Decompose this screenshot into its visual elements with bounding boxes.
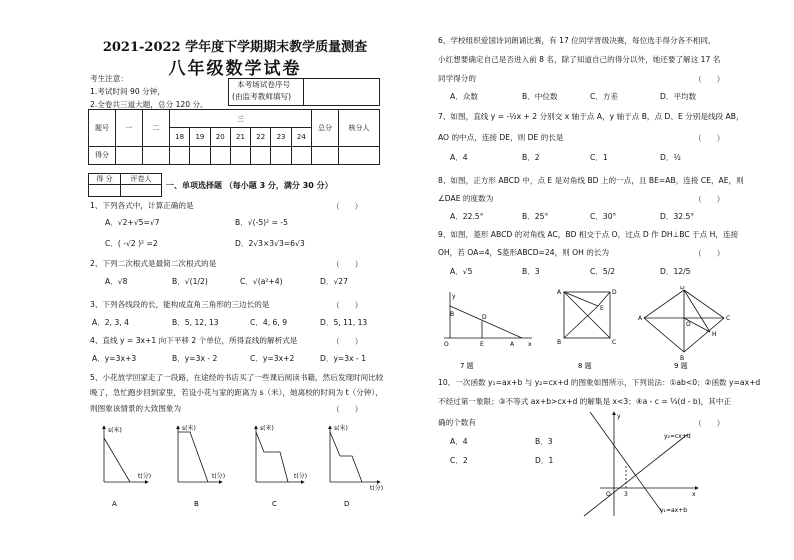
q10-graph xyxy=(580,408,710,520)
grader-name-label: 评卷人 xyxy=(121,174,162,185)
fig7-label-o: O xyxy=(444,341,449,348)
answer-blank[interactable]: （ ） xyxy=(694,134,725,143)
q6-line: 6、学校组织爱国诗词朗诵比赛，有 17 位同学晋级决赛，每位选手得分各不相同， xyxy=(438,36,716,45)
q10-option-c: C．2 xyxy=(450,456,468,465)
fig9-label-h: H xyxy=(712,331,717,338)
q10-axis-y: y xyxy=(617,413,621,420)
fig7-label-x: x xyxy=(528,341,532,348)
q7-option-a: A．4 xyxy=(450,153,468,162)
fig8-label-c: C xyxy=(612,339,617,346)
q5-line: 5、小花放学回家走了一段路，在途经的书店买了一些课后阅读书籍，然后发现时间比较 xyxy=(90,373,384,382)
answer-blank[interactable]: （ ） xyxy=(694,195,725,204)
fig9-caption: 9 题 xyxy=(674,362,688,370)
q2-option-a: A．√8 xyxy=(105,277,128,286)
score-cell[interactable] xyxy=(190,146,210,164)
q10-line: 10、一次函数 y₁=ax+b 与 y₂=cx+d 的图象如图所示，下列说法：①ab<0；②函数 y=ax+d xyxy=(438,378,761,387)
q6-option-b: B．中位数 xyxy=(522,92,558,101)
q10-option-b: B．3 xyxy=(535,437,553,446)
section-heading: 一、单项选择题 （每小题 3 分，满分 30 分） xyxy=(166,181,333,190)
score-col: 18 xyxy=(170,128,190,146)
q7-option-d: D．½ xyxy=(660,153,681,162)
q8-option-d: D．32.5° xyxy=(660,212,695,221)
score-header-label: 题号 xyxy=(89,110,116,147)
fig7-caption: 7 题 xyxy=(460,362,474,370)
q10-tick-3: 3 xyxy=(624,491,628,498)
notice-title: 考生注意： xyxy=(90,74,128,83)
grader-score-cell[interactable] xyxy=(89,185,121,197)
q7-option-b: B．2 xyxy=(522,153,540,162)
q5-option-b: B xyxy=(194,500,199,508)
fig7-label-b: B xyxy=(450,311,455,318)
score-table xyxy=(88,109,380,165)
seat-label-note: (由监考教师填写) xyxy=(232,92,292,101)
score-header-three: 三 xyxy=(170,110,312,128)
grader-score-label: 得 分 xyxy=(89,174,121,185)
q5-option-a: A xyxy=(112,500,117,508)
q6-option-c: C．方差 xyxy=(590,92,619,101)
figure-8 xyxy=(564,292,610,338)
score-row-label: 得分 xyxy=(89,146,116,164)
axis-label: s(米) xyxy=(182,425,196,432)
score-cell[interactable] xyxy=(230,146,250,164)
q7-line: 7、如图，直线 y = -½x + 2 分别交 x 轴于点 A，y 轴于点 B，点 D、E 分别是线段 AB， xyxy=(438,112,744,121)
fig8-label-e: E xyxy=(600,305,604,312)
q6-option-a: A．众数 xyxy=(450,92,478,101)
q1-option-a: A．√2+√5=√7 xyxy=(105,218,160,227)
q8-line: 8、如图，正方形 ABCD 中，点 E 是对角线 BD 上的一点，且 BE=AB，连接 CE，AE，则 xyxy=(438,176,744,185)
answer-blank[interactable]: （ ） xyxy=(694,75,725,84)
fig8-caption: 8 题 xyxy=(578,362,592,370)
q9-line: OH，若 OA=4，S菱形ABCD=24，则 OH 的长为 xyxy=(438,248,610,257)
score-cell[interactable] xyxy=(143,146,170,164)
q6-option-d: D．平均数 xyxy=(660,92,697,101)
q4-option-a: A．y=3x+3 xyxy=(92,354,137,363)
q8-option-b: B．25° xyxy=(522,212,549,221)
answer-blank[interactable]: （ ） xyxy=(332,301,363,310)
answer-blank[interactable]: （ ） xyxy=(332,202,363,211)
q5-line: 晚了，急忙跑步回到家里，若设小花与家的距离为 s（米），她离校的时间为 t（分钟）， xyxy=(90,388,383,397)
q9-line: 9、如图，菱形 ABCD 的对角线 AC，BD 相交于点 O，过点 D 作 DH⊥BC 于点 H，连接 xyxy=(438,230,739,239)
score-header-one: 一 xyxy=(116,110,143,147)
answer-blank[interactable]: （ ） xyxy=(694,249,725,258)
notice-item: 1.考试时间 90 分钟， xyxy=(90,87,165,96)
score-header-checker: 核分人 xyxy=(339,110,380,147)
figures-7-8-9 xyxy=(440,286,740,374)
q4-option-d: D．y=3x - 1 xyxy=(320,354,367,363)
q6-line: 同学得分的 xyxy=(438,74,476,83)
q1-option-c: C．( -√2 )² =2 xyxy=(105,239,158,248)
q10-origin: O xyxy=(606,491,611,498)
q2-option-c: C．√(a²+4) xyxy=(240,277,283,286)
score-cell[interactable] xyxy=(339,146,380,164)
q3-option-a: A．2, 3, 4 xyxy=(92,318,129,327)
q3-option-b: B．5, 12, 13 xyxy=(172,318,219,327)
q5-option-d: D xyxy=(344,500,350,508)
q5-line: 则图象该情景的大致图象为 xyxy=(90,404,182,413)
figure-7 xyxy=(444,292,532,338)
q4-stem: 4、直线 y = 3x+1 向下平移 2 个单位，所得直线的解析式是 xyxy=(90,336,298,345)
figure-9 xyxy=(644,290,724,352)
score-cell[interactable] xyxy=(116,146,143,164)
score-cell[interactable] xyxy=(312,146,339,164)
q9-option-d: D．12/5 xyxy=(660,267,691,276)
fig9-label-o: O xyxy=(686,321,691,328)
q2-option-d: D．√27 xyxy=(320,277,348,286)
q8-option-c: C．30° xyxy=(590,212,617,221)
grader-name-cell[interactable] xyxy=(121,185,162,197)
fig7-label-e: E xyxy=(480,341,484,348)
score-cell[interactable] xyxy=(251,146,271,164)
q5-graphs xyxy=(90,420,390,510)
axis-label: s(米) xyxy=(260,425,274,432)
seat-label: 本考场试卷序号 xyxy=(237,80,291,89)
score-col: 20 xyxy=(210,128,230,146)
q1-option-d: D．2√3×3√3=6√3 xyxy=(235,239,305,248)
q10-option-a: A．4 xyxy=(450,437,468,446)
q4-option-c: C．y=3x+2 xyxy=(250,354,295,363)
q3-stem: 3、下列各线段的长，能构成直角三角形的三边长的是 xyxy=(90,300,270,309)
q2-stem: 2、下列二次根式是最简二次根式的是 xyxy=(90,259,217,268)
exam-title-line1: 2021-2022 学年度下学期期末教学质量测查 xyxy=(102,40,368,55)
score-header-total: 总分 xyxy=(312,110,339,147)
axis-label: s(米) xyxy=(108,427,122,434)
notice-item: 2.全卷共三道大题，总分 120 分。 xyxy=(90,100,208,109)
q9-option-a: A．√5 xyxy=(450,267,473,276)
axis-label: s(米) xyxy=(334,425,348,432)
q3-option-c: C．4, 6, 9 xyxy=(250,318,288,327)
answer-blank[interactable]: （ ） xyxy=(332,337,363,346)
fig7-label-y: y xyxy=(452,293,456,300)
q10-label-y2: y₂=cx+d xyxy=(664,433,691,440)
fig8-label-d: D xyxy=(612,289,617,296)
fig9-label-b: B xyxy=(680,355,685,362)
answer-blank[interactable]: （ ） xyxy=(332,405,363,414)
answer-blank[interactable]: （ ） xyxy=(694,419,725,428)
fig7-label-d: D xyxy=(482,314,487,321)
exam-title: 八年级数学试卷 xyxy=(168,59,302,79)
q3-option-d: D．5, 11, 13 xyxy=(320,318,368,327)
score-col: 19 xyxy=(190,128,210,146)
score-col: 21 xyxy=(230,128,250,146)
fig8-label-a: A xyxy=(557,289,562,296)
score-col: 24 xyxy=(291,128,311,146)
q9-option-c: C．5/2 xyxy=(590,267,616,276)
q10-label-y1: y₁=ax+b xyxy=(660,507,688,514)
q6-line: 小红想要确定自己是否进入前 8 名，除了知道自己的得分以外，她还要了解这 17 名 xyxy=(438,55,721,64)
q5-option-c: C xyxy=(272,500,277,508)
q1-stem: 1、下列各式中，计算正确的是 xyxy=(90,201,194,210)
q8-line: ∠DAE 的度数为 xyxy=(438,194,494,203)
q7-line: AO 的中点，连接 DE，则 DE 的长是 xyxy=(438,133,564,142)
axis-label: t(分) xyxy=(370,485,384,492)
score-cell[interactable] xyxy=(170,146,190,164)
score-col: 22 xyxy=(251,128,271,146)
q8-option-a: A．22.5° xyxy=(450,212,484,221)
fig8-label-b: B xyxy=(557,339,562,346)
q5-graph-d xyxy=(330,426,380,482)
q9-option-b: B．3 xyxy=(522,267,540,276)
fig7-label-a: A xyxy=(510,341,515,348)
q1-option-b: B．√(-5)² = -5 xyxy=(235,218,288,227)
score-cell[interactable] xyxy=(210,146,230,164)
line-y2 xyxy=(584,434,688,516)
q10-line: 不经过第一象限；③不等式 ax+b>cx+d 的解集是 x<3；④a - c = ⅓(d - b)，其中正 xyxy=(438,397,732,406)
axis-label: t(分) xyxy=(138,473,152,480)
axis-label: t(分) xyxy=(294,473,308,480)
q10-line: 确的个数有 xyxy=(438,418,476,427)
answer-blank[interactable]: （ ） xyxy=(332,260,363,269)
q4-option-b: B．y=3x - 2 xyxy=(172,354,218,363)
grader-box xyxy=(88,173,162,197)
score-col: 23 xyxy=(271,128,291,146)
q2-option-b: B．√(1/2) xyxy=(172,277,208,286)
q10-option-d: D．1 xyxy=(535,456,554,465)
fig9-label-d: D xyxy=(680,286,685,291)
score-header-two: 二 xyxy=(143,110,170,147)
axis-label: t(分) xyxy=(212,473,226,480)
q7-option-c: C．1 xyxy=(590,153,608,162)
score-cell[interactable] xyxy=(271,146,291,164)
q10-axis-x: x xyxy=(692,491,696,498)
score-cell[interactable] xyxy=(291,146,311,164)
fig9-label-a: A xyxy=(638,315,643,322)
fig9-label-c: C xyxy=(726,315,731,322)
